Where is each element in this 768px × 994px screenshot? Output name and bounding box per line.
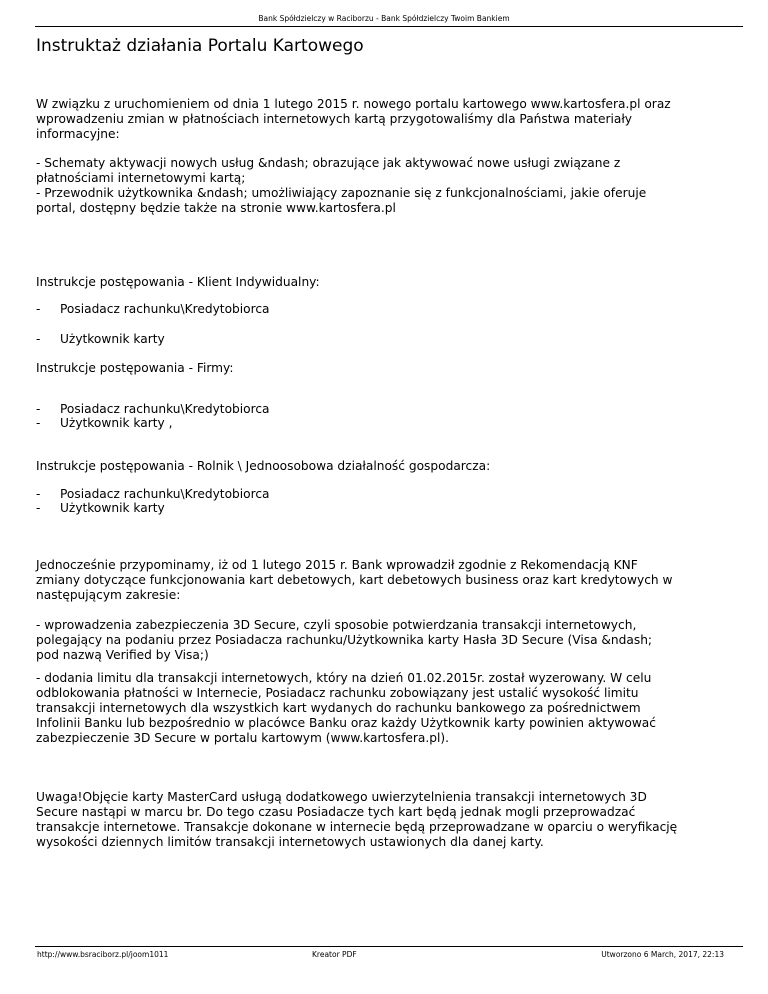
header-divider bbox=[35, 26, 743, 27]
secure3d-paragraph bbox=[36, 618, 736, 663]
limit-line: odblokowania płatności w Internecie, Posiadacz rachunku zobowiązany jest ustalić wysokość limitu bbox=[36, 686, 639, 700]
footer-url[interactable]: http://www.bsraciborz.pl/joom1011 bbox=[37, 950, 169, 959]
materials-line: płatnościami internetowymi kartą; bbox=[36, 171, 246, 185]
intro-line: informacyjne: bbox=[36, 127, 120, 141]
page-title: Instruktaż działania Portalu Kartowego bbox=[36, 36, 364, 56]
list-dash: - bbox=[36, 302, 41, 316]
warning-paragraph bbox=[36, 790, 736, 850]
reminder-line: zmiany dotyczące funkcjonowania kart debetowych, kart debetowych business oraz kart kredytowych w bbox=[36, 573, 673, 587]
warning-line: transakcje internetowe. Transakcje dokonane w internecie będą przeprowadzane w oparciu o weryfikację bbox=[36, 820, 678, 834]
firms-item-user[interactable] bbox=[36, 416, 172, 431]
list-item-label: Użytkownik karty bbox=[60, 501, 165, 515]
list-item-label: Posiadacz rachunku\Kredytobiorca bbox=[60, 302, 270, 316]
limit-line: - dodania limitu dla transakcji internetowych, który na dzień 01.02.2015r. został wyzerowany. W celu bbox=[36, 671, 652, 685]
secure3d-line: polegający na podaniu przez Posiadacza rachunku/Użytkownika karty Hasła 3D Secure (Visa &ndash; bbox=[36, 633, 653, 647]
limit-paragraph bbox=[36, 671, 736, 746]
materials-line: - Schematy aktywacji nowych usług &ndash; obrazujące jak aktywować nowe usługi związane z bbox=[36, 156, 621, 170]
warning-line: Uwaga!Objęcie karty MasterCard usługą dodatkowego uwierzytelnienia transakcji internetowych 3D bbox=[36, 790, 647, 804]
list-item-label: Użytkownik karty , bbox=[60, 416, 173, 430]
farmer-item-user[interactable] bbox=[36, 501, 165, 516]
secure3d-line: pod nazwą Verified by Visa;) bbox=[36, 648, 209, 662]
materials-line: portal, dostępny będzie także na stronie www.kartosfera.pl bbox=[36, 201, 396, 215]
footer-created: Utworzono 6 March, 2017, 22:13 bbox=[601, 950, 724, 959]
materials-paragraph bbox=[36, 156, 736, 216]
firms-item-holder[interactable] bbox=[36, 402, 270, 417]
intro-line: wprowadzeniu zmian w płatnościach internetowych kartą przygotowaliśmy dla Państwa materiały bbox=[36, 112, 632, 126]
list-dash: - bbox=[36, 416, 41, 430]
farmer-item-holder[interactable] bbox=[36, 487, 270, 502]
individual-heading: Instrukcje postępowania - Klient Indywidualny: bbox=[36, 275, 320, 289]
footer-divider bbox=[35, 946, 743, 947]
warning-line: wysokości dziennych limitów transakcji internetowych ustawionych dla danej karty. bbox=[36, 835, 544, 849]
intro-line: W związku z uruchomieniem od dnia 1 lutego 2015 r. nowego portalu kartowego www.kartosfera.pl oraz bbox=[36, 97, 671, 111]
farmer-heading: Instrukcje postępowania - Rolnik \ Jednoosobowa działalność gospodarcza: bbox=[36, 459, 491, 473]
warning-line: Secure nastąpi w marcu br. Do tego czasu Posiadacze tych kart będą jednak mogli przeprowadzać bbox=[36, 805, 636, 819]
list-item-label: Posiadacz rachunku\Kredytobiorca bbox=[60, 487, 270, 501]
limit-line: zabezpieczenie 3D Secure w portalu kartowym (www.kartosfera.pl). bbox=[36, 731, 449, 745]
intro-paragraph bbox=[36, 97, 736, 142]
limit-line: Infolinii Banku lub bezpośrednio w placówce Banku oraz każdy Użytkownik karty powinien aktywować bbox=[36, 716, 656, 730]
secure3d-line: - wprowadzenia zabezpieczenia 3D Secure, czyli sposobie potwierdzania transakcji internetowych, bbox=[36, 618, 637, 632]
limit-line: transakcji internetowych dla wszystkich kart wydanych do rachunku bankowego za pośrednictwem bbox=[36, 701, 641, 715]
individual-item-user[interactable] bbox=[36, 332, 165, 347]
firms-heading: Instrukcje postępowania - Firmy: bbox=[36, 361, 234, 375]
reminder-line: Jednocześnie przypominamy, iż od 1 lutego 2015 r. Bank wprowadził zgodnie z Rekomendacją KNF bbox=[36, 558, 638, 572]
list-item-label: Posiadacz rachunku\Kredytobiorca bbox=[60, 402, 270, 416]
list-dash: - bbox=[36, 487, 41, 501]
footer-creator: Kreator PDF bbox=[312, 950, 357, 959]
materials-line: - Przewodnik użytkownika &ndash; umożliwiający zapoznanie się z funkcjonalnościami, jakie oferuje bbox=[36, 186, 647, 200]
reminder-paragraph bbox=[36, 558, 736, 603]
list-dash: - bbox=[36, 402, 41, 416]
individual-item-holder[interactable] bbox=[36, 302, 270, 317]
list-dash: - bbox=[36, 332, 41, 346]
list-dash: - bbox=[36, 501, 41, 515]
running-header: Bank Spółdzielczy w Raciborzu - Bank Spółdzielczy Twoim Bankiem bbox=[258, 14, 510, 23]
reminder-line: następującym zakresie: bbox=[36, 588, 181, 602]
list-item-label: Użytkownik karty bbox=[60, 332, 165, 346]
